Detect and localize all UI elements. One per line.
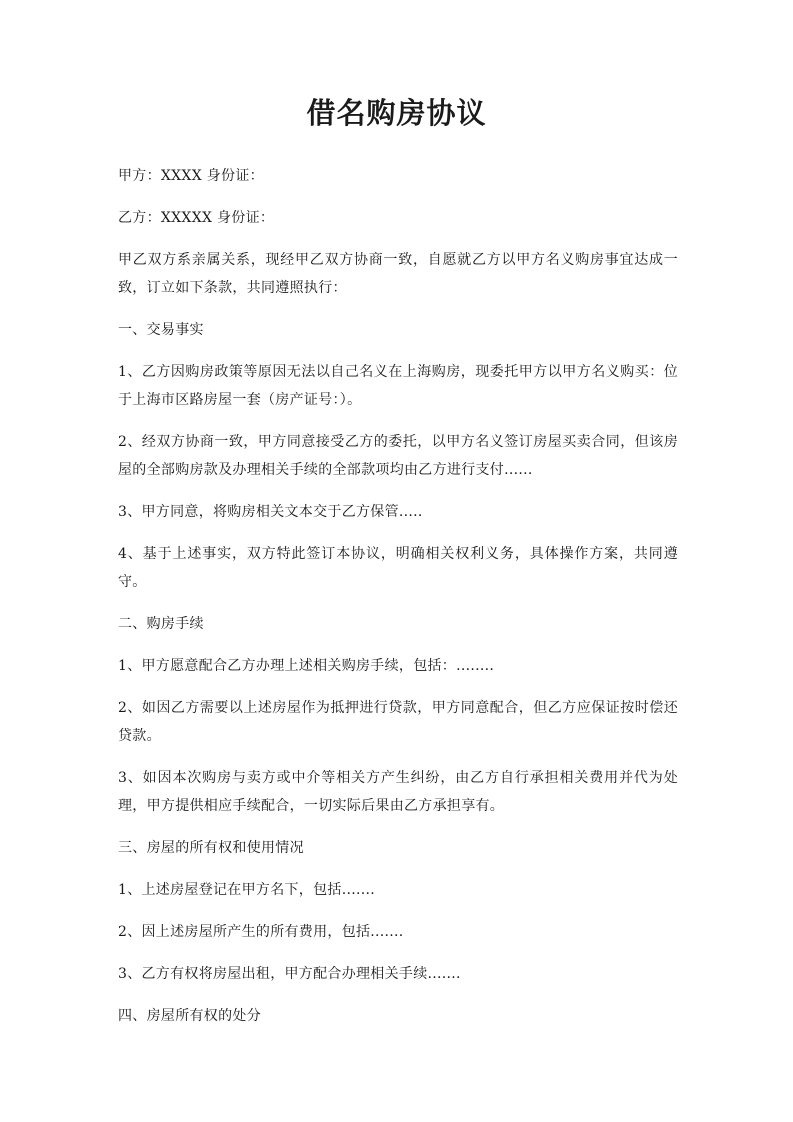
section-heading-3: 三、房屋的所有权和使用情况 bbox=[118, 840, 304, 856]
clause-3-3: 3、乙方有权将房屋出租，甲方配合办理相关手续....... bbox=[118, 966, 461, 982]
section-heading-4: 四、房屋所有权的处分 bbox=[118, 1008, 261, 1024]
clause-1-4: 4、基于上述事实，双方特此签订本协议，明确相关权利义务，具体操作方案，共同遵守。 bbox=[118, 546, 678, 590]
document-title: 借名购房协议 bbox=[306, 96, 487, 130]
clause-1-2: 2、经双方协商一致，甲方同意接受乙方的委托，以甲方名义签订房屋买卖合同，但该房屋的全部购房款及办理相关手续的全部款项均由乙方进行支付...... bbox=[118, 434, 678, 478]
clause-2-2: 2、如因乙方需要以上述房屋作为抵押进行贷款，甲方同意配合，但乙方应保证按时偿还贷款。 bbox=[118, 700, 678, 744]
party-b-line: 乙方：XXXXX 身份证： bbox=[118, 210, 275, 226]
document-body bbox=[118, 162, 678, 1044]
clause-3-1: 1、上述房屋登记在甲方名下，包括....... bbox=[118, 882, 375, 898]
party-a-line: 甲方：XXXX 身份证： bbox=[118, 168, 264, 184]
clause-2-3: 3、如因本次购房与卖方或中介等相关方产生纠纷，由乙方自行承担相关费用并代为处理，甲方提供相应手续配合，一切实际后果由乙方承担享有。 bbox=[118, 770, 678, 814]
section-heading-2: 二、购房手续 bbox=[118, 616, 204, 632]
clause-2-1: 1、甲方愿意配合乙方办理上述相关购房手续，包括：........ bbox=[118, 658, 495, 674]
clause-3-2: 2、因上述房屋所产生的所有费用，包括....... bbox=[118, 924, 404, 940]
clause-1-3: 3、甲方同意，将购房相关文本交于乙方保管..... bbox=[118, 504, 423, 520]
clause-1-1: 1、乙方因购房政策等原因无法以自己名义在上海购房，现委托甲方以甲方名义购买：位于上海市区路房屋一套（房产证号：）。 bbox=[118, 364, 678, 408]
preamble-paragraph: 甲乙双方系亲属关系，现经甲乙双方协商一致，自愿就乙方以甲方名义购房事宜达成一致，订立如下条款，共同遵照执行： bbox=[118, 252, 678, 296]
section-heading-1: 一、交易事实 bbox=[118, 322, 204, 338]
